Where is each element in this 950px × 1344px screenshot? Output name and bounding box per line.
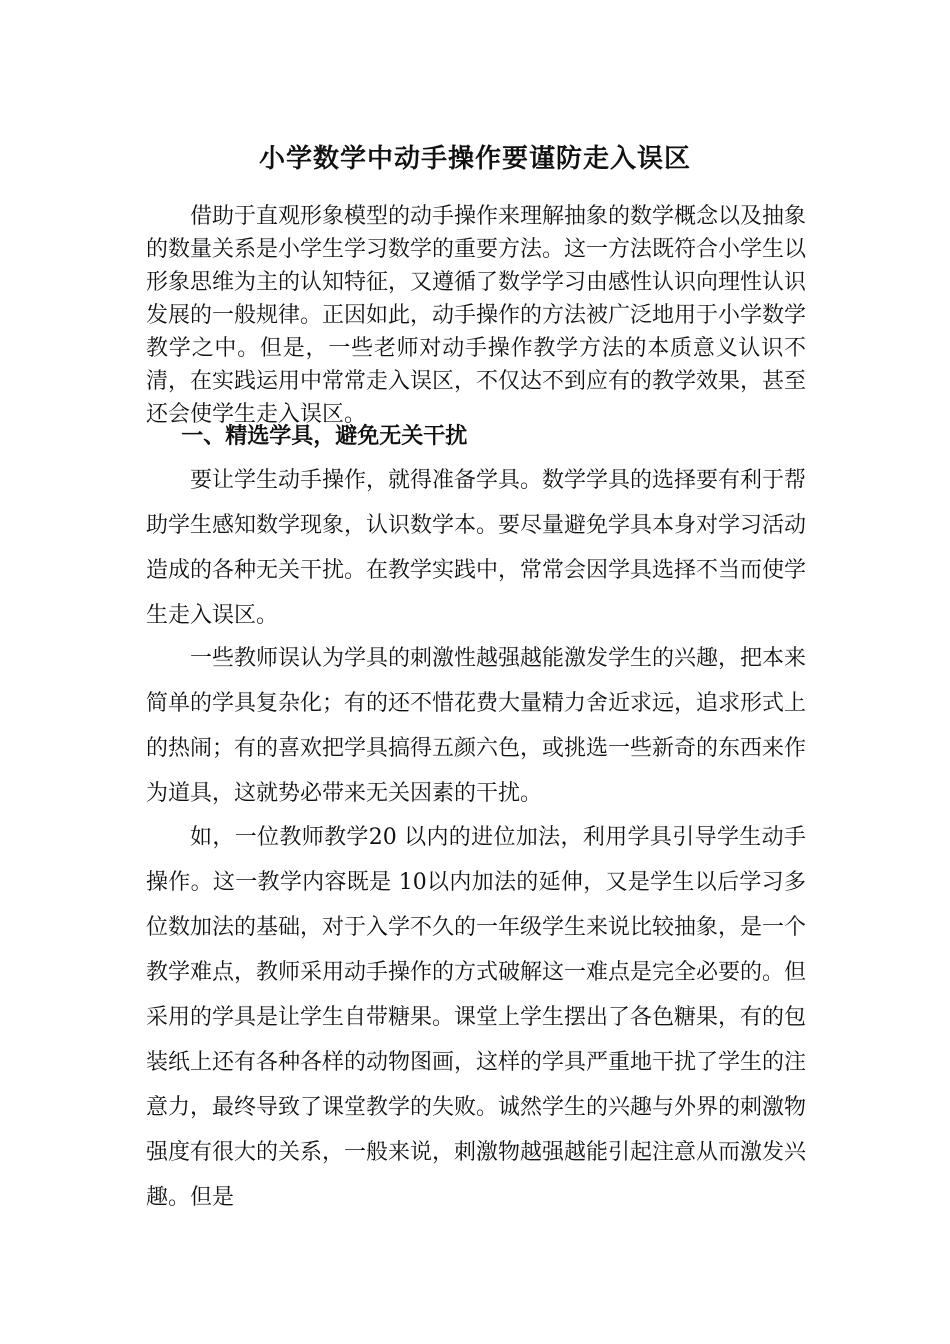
- body-paragraph-2: 一些教师误认为学具的刺激性越强越能激发学生的兴趣，把本来简单的学具复杂化；有的还不惜花费大量精力舍近求远，追求形式上的热闹；有的喜欢把学具搞得五颜六色，或挑选一些新奇的东西来作为道具，这就势必带来无关因素的干扰。: [146, 646, 807, 806]
- document-title: 小学数学中动手操作要谨防走入误区: [258, 144, 691, 174]
- intro-paragraph: 借助于直观形象模型的动手操作来理解抽象的数学概念以及抽象的数量关系是小学生学习数学的重要方法。这一方法既符合小学生以形象思维为主的认知特征，又遵循了数学学习由感性认识向理性认识发展的一般规律。正因如此，动手操作的方法被广泛地用于小学数学教学之中。但是，一些老师对动手操作教学方法的本质意义认识不清，在实践运用中常常走入误区，不仅达不到应有的教学效果，甚至还会使学生走入误区。: [146, 204, 807, 427]
- body-paragraph-1: 要让学生动手操作，就得准备学具。数学学具的选择要有利于帮助学生感知数学现象，认识数学本。要尽量避免学具本身对学习活动造成的各种无关干扰。在教学实践中，常常会因学具选择不当而使学生走入误区。: [146, 468, 807, 628]
- body-paragraph-3: 如，一位教师教学20 以内的进位加法，利用学具引导学生动手操作。这一教学内容既是 10以内加法的延伸，又是学生以后学习多位数加法的基础，对于入学不久的一年级学生来说比较抽象，是一个教学难点，教师采用动手操作的方式破解这一难点是完全必要的。但采用的学具是让学生自带糖果。课堂上学生摆出了各色糖果，有的包装纸上还有各种各样的动物图画，这样的学具严重地干扰了学生的注意力，最终导致了课堂教学的失败。诚然学生的兴趣与外界的刺激物强度有很大的关系，一般来说，刺激物越强越能引起注意从而激发兴趣。但是: [146, 825, 807, 1210]
- section-heading: 一、精选学具，避免无关干扰: [181, 423, 468, 449]
